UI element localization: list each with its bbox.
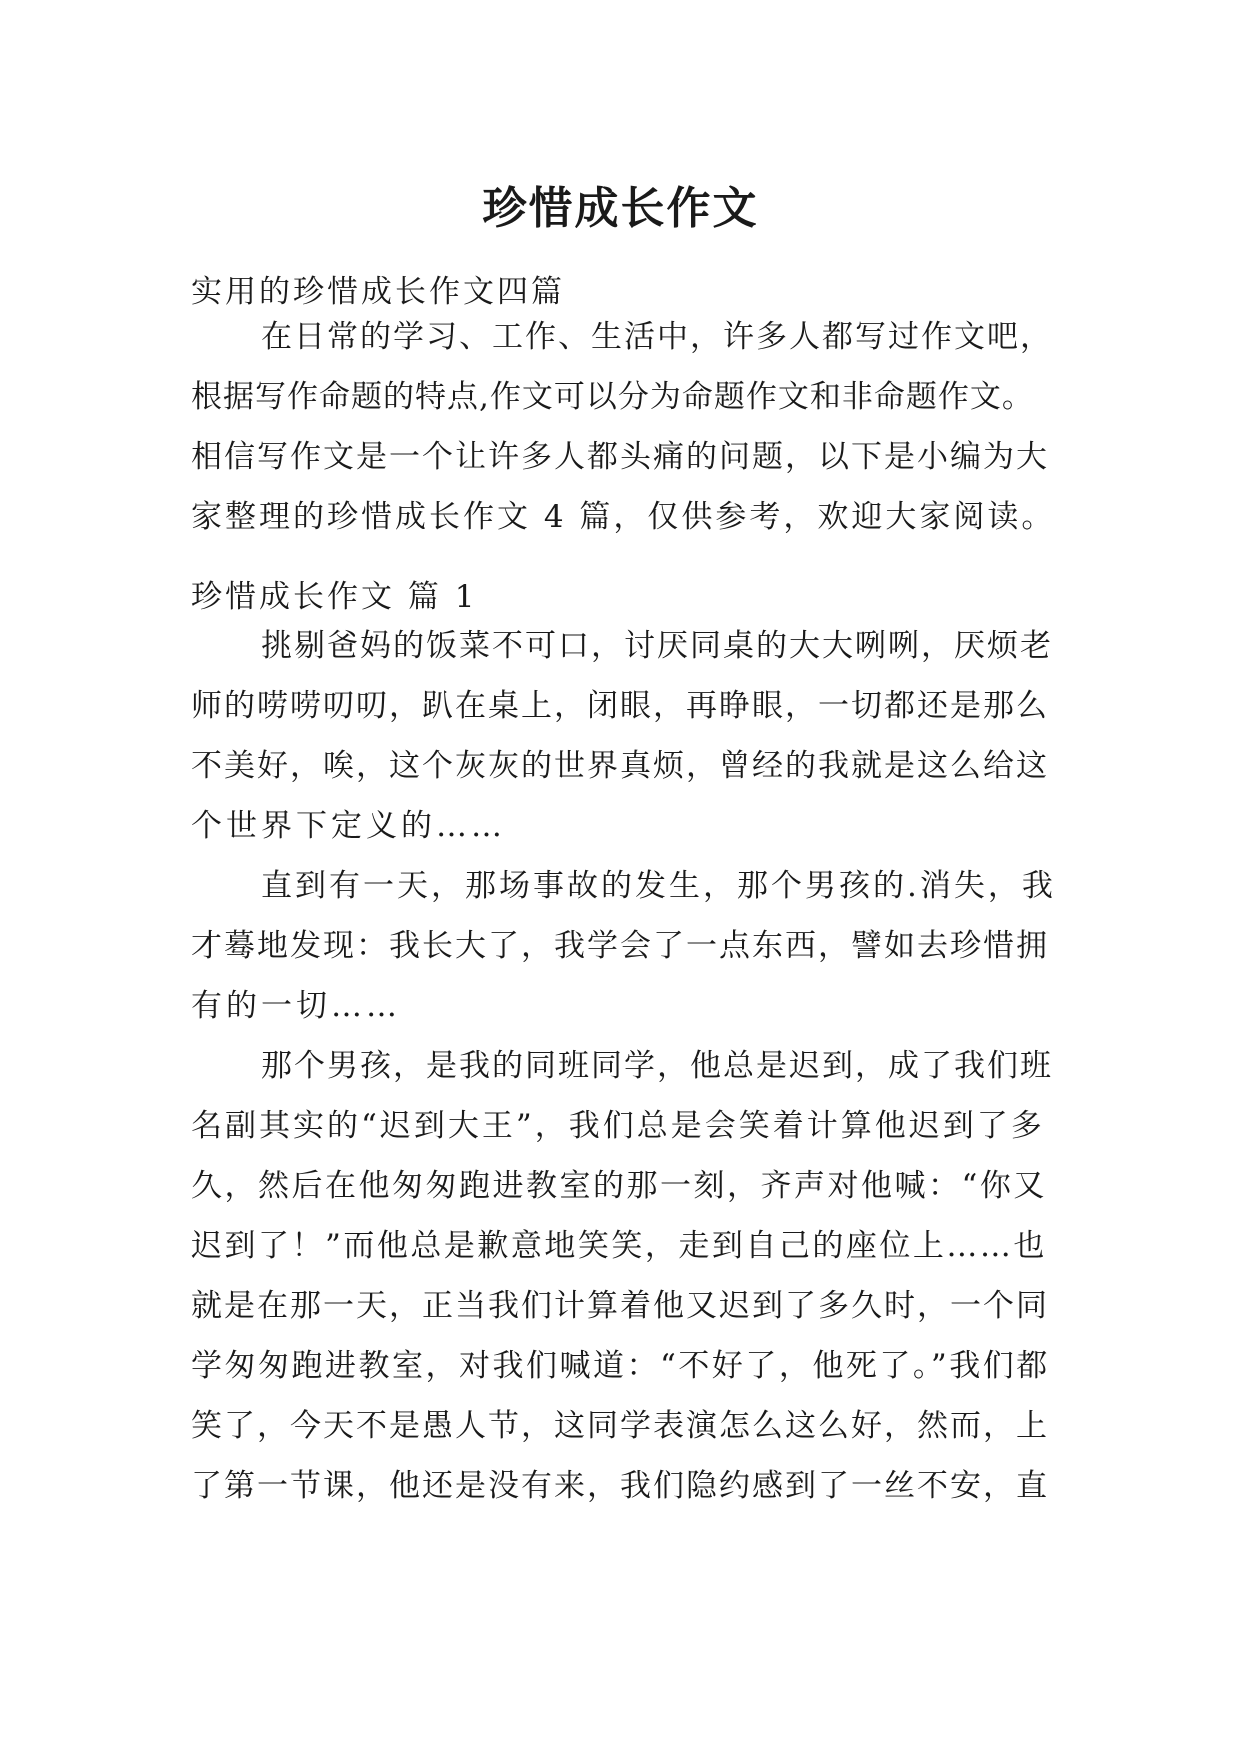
paragraph-line: 名副其实的“迟到大王”，我们总是会笑着计算他迟到了多 — [191, 1108, 1045, 1144]
section-heading: 珍惜成长作文 篇 1 — [191, 579, 478, 615]
paragraph-line: 了第一节课，他还是没有来，我们隐约感到了一丝不安，直 — [191, 1468, 1049, 1504]
paragraph-line: 那个男孩，是我的同班同学，他总是迟到，成了我们班 — [261, 1048, 1053, 1084]
body-paragraph-2 — [191, 856, 1056, 1036]
body-paragraph-3 — [191, 1036, 1056, 1516]
paragraph-line: 才蓦地发现：我长大了，我学会了一点东西，譬如去珍惜拥 — [191, 928, 1049, 964]
paragraph-line: 师的唠唠叨叨，趴在桌上，闭眼，再睁眼，一切都还是那么 — [191, 688, 1049, 724]
body-paragraph-1 — [191, 616, 1056, 856]
page-title: 珍惜成长作文 — [482, 183, 759, 235]
paragraph-line: 就是在那一天，正当我们计算着他又迟到了多久时，一个同 — [191, 1288, 1049, 1324]
paragraph-line: 久，然后在他匆匆跑进教室的那一刻，齐声对他喊：“你又 — [191, 1168, 1047, 1204]
paragraph-line: 学匆匆跑进教室，对我们喊道：“不好了，他死了。”我们都 — [191, 1348, 1050, 1384]
document-subtitle: 实用的珍惜成长作文四篇 — [191, 274, 565, 310]
intro-line: 相信写作文是一个让许多人都头痛的问题，以下是小编为大 — [191, 439, 1049, 475]
paragraph-line: 直到有一天，那场事故的发生，那个男孩的.消失，我 — [261, 868, 1056, 904]
paragraph-line: 个世界下定义的…… — [191, 808, 506, 844]
intro-paragraph — [191, 307, 1056, 547]
paragraph-line: 挑剔爸妈的饭菜不可口，讨厌同桌的大大咧咧，厌烦老 — [261, 628, 1053, 664]
intro-line: 家整理的珍惜成长作文 4 篇，仅供参考，欢迎大家阅读。 — [191, 499, 1056, 535]
intro-line: 在日常的学习、工作、生活中，许多人都写过作文吧， — [261, 319, 1053, 355]
paragraph-line: 笑了，今天不是愚人节，这同学表演怎么这么好，然而，上 — [191, 1408, 1049, 1444]
paragraph-line: 不美好，唉，这个灰灰的世界真烦，曾经的我就是这么给这 — [191, 748, 1049, 784]
intro-line: 根据写作命题的特点,作文可以分为命题作文和非命题作文。 — [191, 379, 1034, 415]
paragraph-line: 有的一切…… — [191, 988, 401, 1024]
paragraph-line: 迟到了！”而他总是歉意地笑笑，走到自己的座位上……也 — [191, 1228, 1047, 1264]
